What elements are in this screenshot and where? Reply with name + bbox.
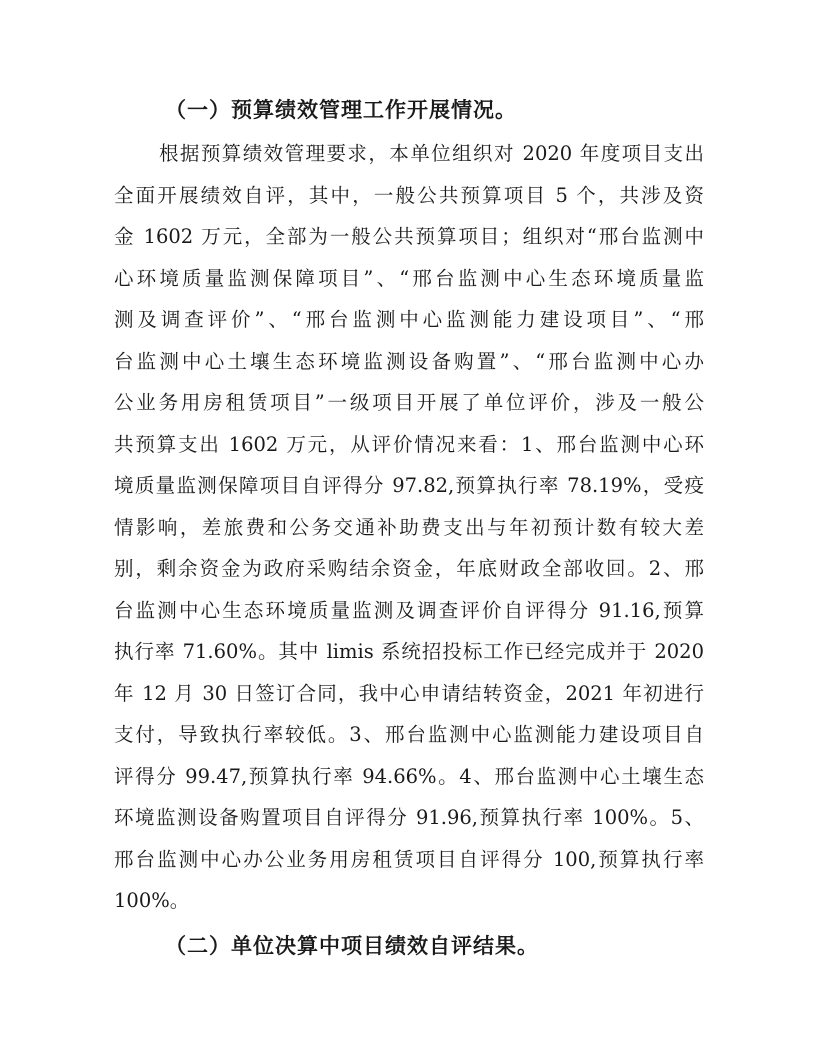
paragraph-line: 评得分 99.47,预算执行率 94.66%。4、邢台监测中心土壤生态 [114, 764, 704, 788]
paragraph-line: 环境监测设备购置项目自评得分 91.96,预算执行率 100%。5、 [114, 806, 704, 829]
paragraph-line: 别，剩余资金为政府采购结余资金，年底财政全部收回。2、邢 [114, 557, 704, 580]
paragraph-line: 台监测中心土壤生态环境监测设备购置”、“邢台监测中心办 [114, 349, 704, 373]
paragraph-line: 100%。 [114, 889, 190, 912]
section-heading-project-self-evaluation-results: （二）单位决算中项目绩效自评结果。 [165, 934, 539, 958]
paragraph-line: 台监测中心生态环境质量监测及调查评价自评得分 91.16,预算 [114, 598, 704, 622]
body-paragraph [114, 133, 704, 922]
paragraph-line: 邢台监测中心办公业务用房租赁项目自评得分 100,预算执行率 [114, 847, 704, 871]
paragraph-line: 金 1602 万元，全部为一般公共预算项目；组织对“邢台监测中 [114, 225, 704, 248]
paragraph-line: 情影响，差旅费和公务交通补助费支出与年初预计数有较大差 [114, 515, 704, 539]
paragraph-line: 境质量监测保障项目自评得分 97.82,预算执行率 78.19%，受疫 [114, 474, 704, 497]
paragraph-line: 共预算支出 1602 万元，从评价情况来看：1、邢台监测中心环 [114, 432, 704, 456]
section-heading-budget-performance-management: （一）预算绩效管理工作开展情况。 [165, 98, 517, 122]
paragraph-line: 全面开展绩效自评，其中，一般公共预算项目 5 个，共涉及资 [114, 183, 704, 207]
paragraph-line: 支付，导致执行率较低。3、邢台监测中心监测能力建设项目自 [114, 723, 704, 746]
paragraph-line: 根据预算绩效管理要求，本单位组织对 2020 年度项目支出 [159, 142, 704, 165]
paragraph-line: 执行率 71.60%。其中 limis 系统招投标工作已经完成并于 2020 [114, 640, 704, 663]
paragraph-line: 心环境质量监测保障项目”、“邢台监测中心生态环境质量监 [114, 266, 704, 290]
paragraph-line: 年 12 月 30 日签订合同，我中心申请结转资金，2021 年初进行 [114, 681, 704, 705]
paragraph-line: 公业务用房租赁项目”一级项目开展了单位评价，涉及一般公 [114, 391, 704, 414]
paragraph-line: 测及调查评价”、“邢台监测中心监测能力建设项目”、“邢 [114, 308, 704, 331]
